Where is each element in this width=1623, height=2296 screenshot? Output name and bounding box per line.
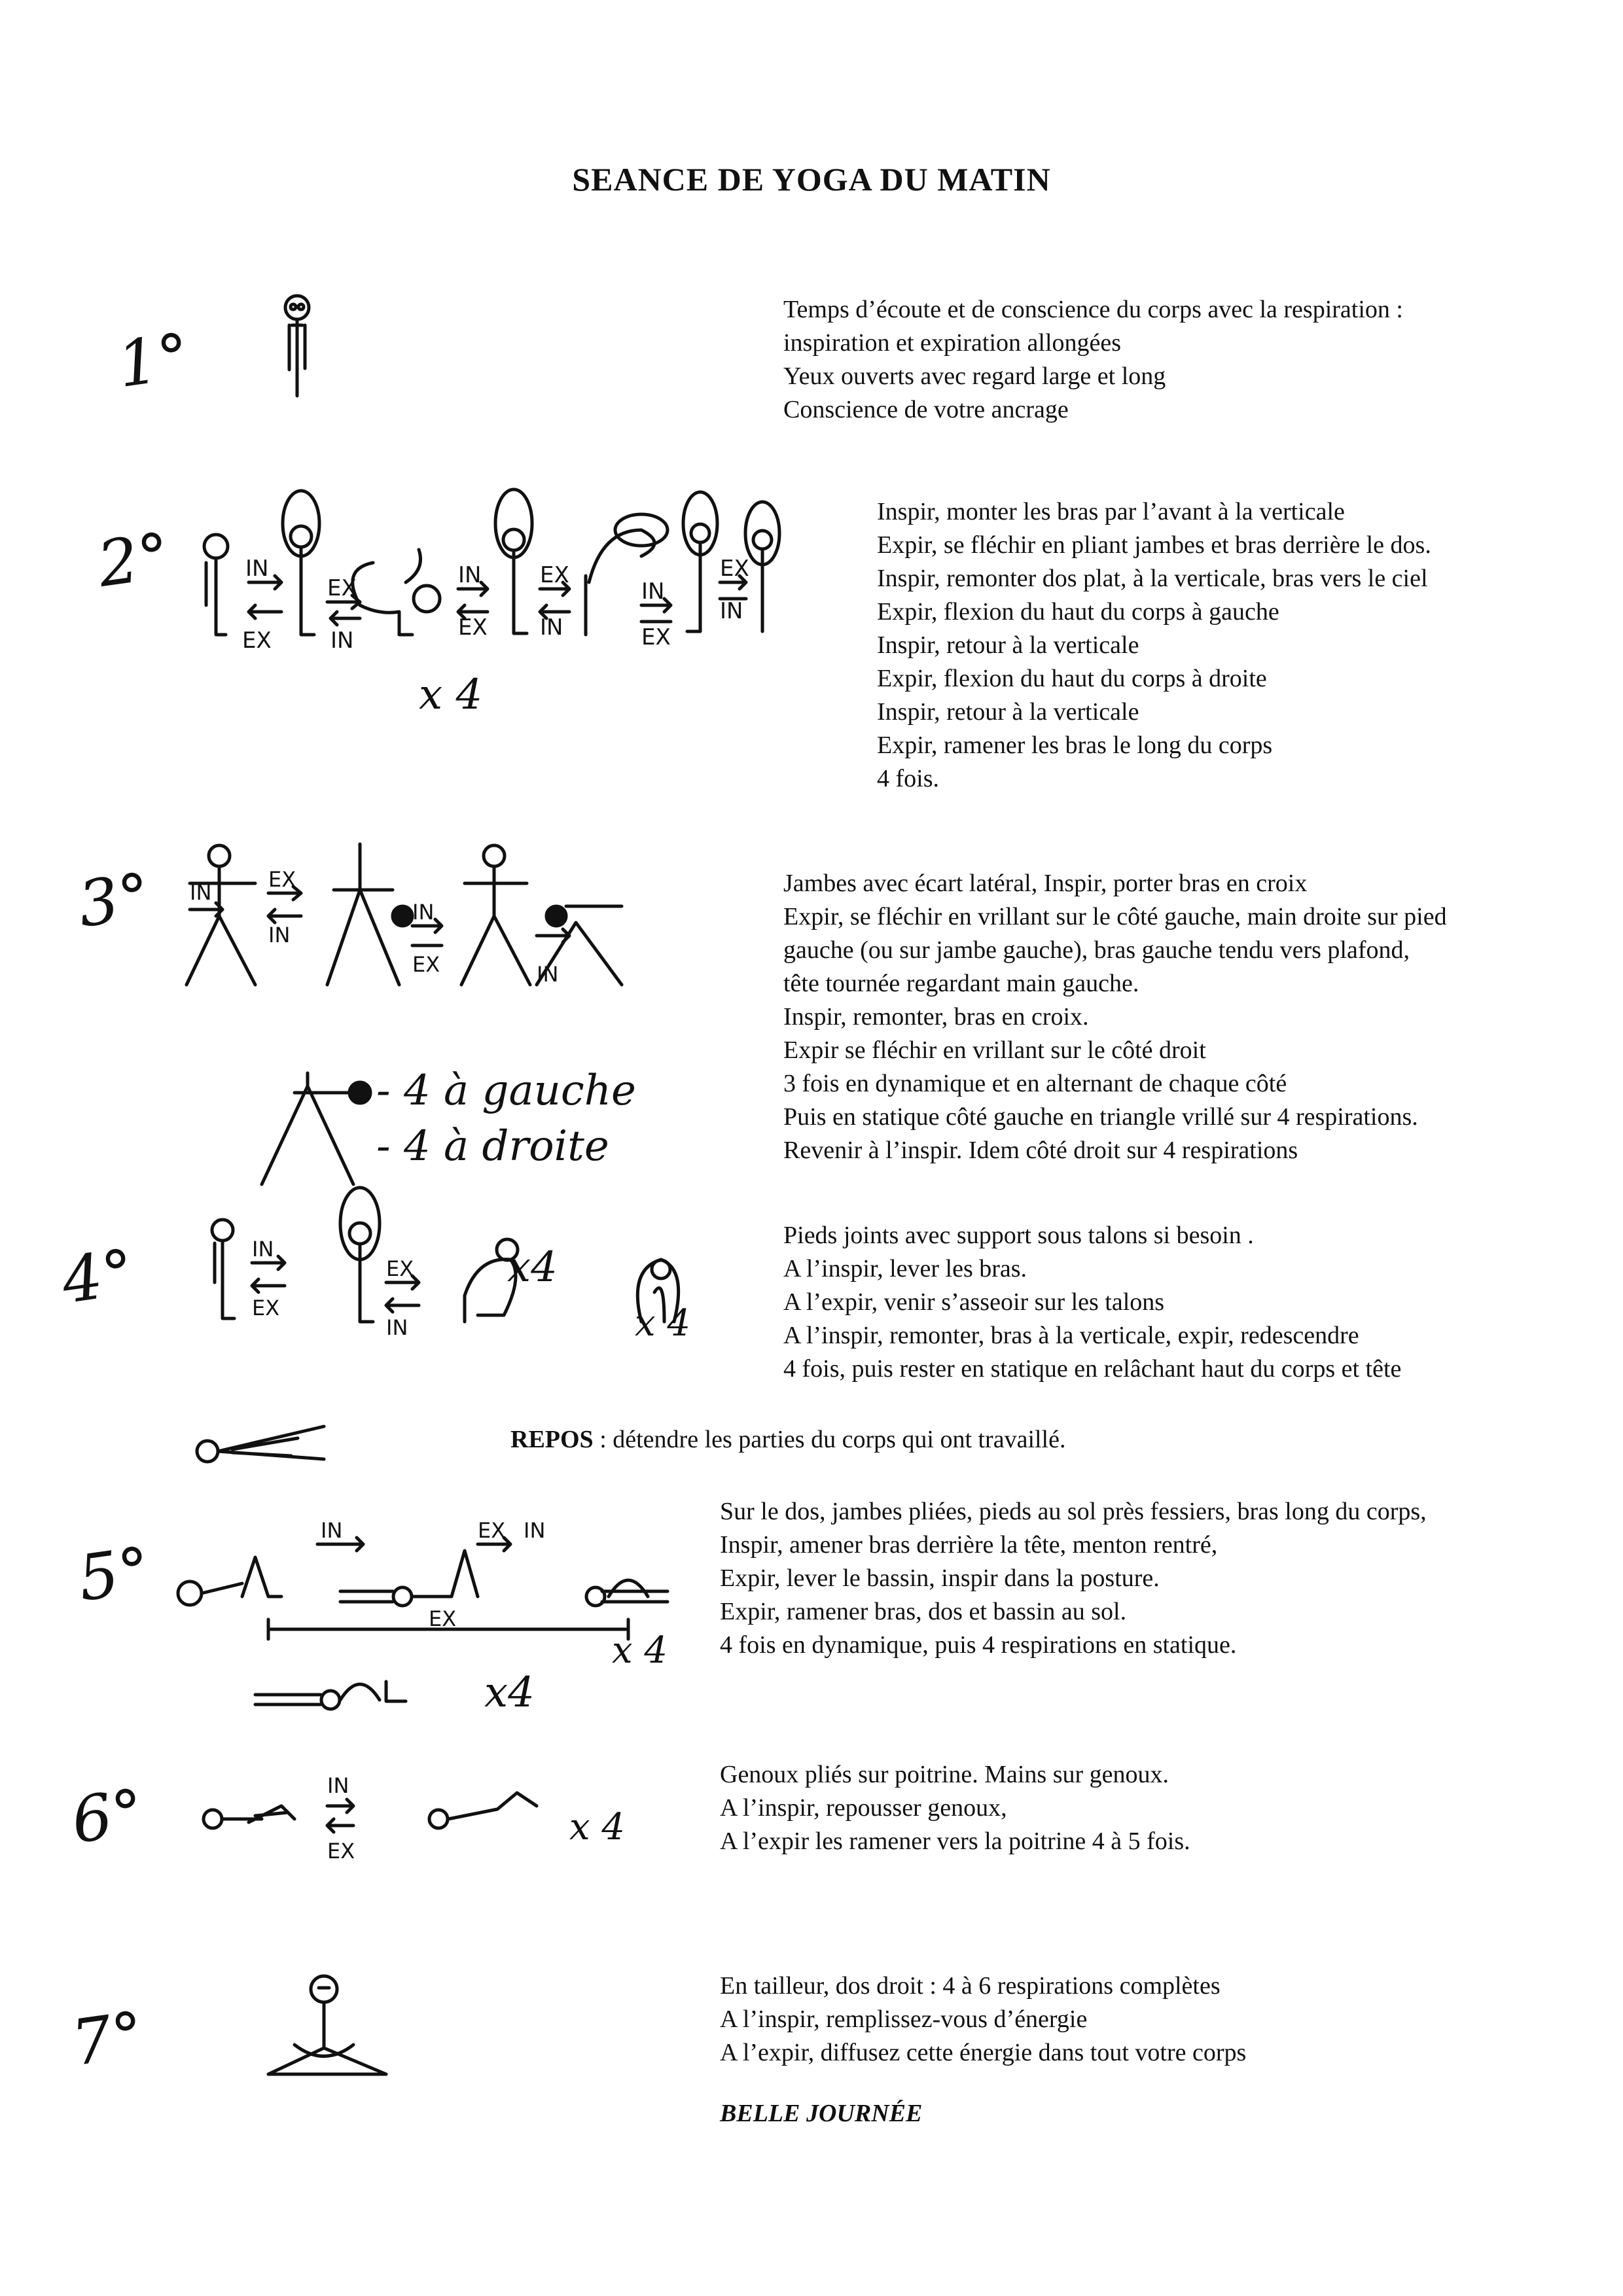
ex-label: EX: [268, 867, 296, 892]
rest-lying-figure: [193, 1420, 337, 1472]
step-3-line: tête tournée regardant main gauche.: [783, 970, 1139, 997]
step-6-text: [720, 1758, 1190, 1858]
step-1-number: 1°: [113, 319, 194, 402]
step-3-sequence-drawing: [170, 844, 681, 1014]
ex-label: EX: [478, 1518, 506, 1543]
in-label: IN: [330, 627, 354, 654]
step-4-repeat-b: x 4: [635, 1302, 691, 1345]
step-2-line: Expir, flexion du haut du corps à gauche: [877, 598, 1279, 626]
in-label: IN: [327, 1773, 349, 1798]
in-label: IN: [524, 1518, 546, 1543]
step-2-line: Inspir, monter les bras par l’avant à la verticale: [877, 498, 1345, 525]
step-3-line: gauche (ou sur jambe gauche), bras gauche tendu vers plafond,: [783, 936, 1410, 964]
step-3-line: Expir, se fléchir en vrillant sur le côté gauche, main droite sur pied: [783, 903, 1447, 930]
page-title: SEANCE DE YOGA DU MATIN: [572, 161, 1051, 198]
step-7-text: [720, 1969, 1246, 2070]
ex-label: EX: [242, 627, 272, 654]
in-label: IN: [386, 1315, 408, 1340]
ex-label: EX: [540, 562, 569, 588]
step-1-text: [783, 293, 1403, 427]
step-3-triangle-figure: [255, 1073, 373, 1191]
step-4-number: 4°: [57, 1235, 139, 1318]
step-5-repeat-b: x4: [484, 1669, 535, 1717]
step-3-line: Puis en statique côté gauche en triangle vrillé sur 4 respirations.: [783, 1103, 1418, 1131]
ex-label: EX: [641, 624, 671, 650]
step-4-line: A l’inspir, lever les bras.: [783, 1255, 1027, 1282]
step-3-line: Inspir, remonter, bras en croix.: [783, 1003, 1089, 1031]
closing-text: BELLE JOURNÉE: [720, 2100, 923, 2127]
in-label: IN: [412, 900, 435, 925]
step-2-line: Inspir, retour à la verticale: [877, 631, 1139, 659]
step-6-number: 6°: [67, 1775, 149, 1858]
step-1-standing-figure: [275, 291, 327, 402]
step-3-note-right: - 4 à droite: [376, 1122, 609, 1171]
step-5-sequence-drawing: [170, 1505, 668, 1714]
step-4-line: A l’expir, venir s’asseoir sur les talons: [783, 1288, 1165, 1316]
step-4-text: [783, 1219, 1401, 1386]
in-label: IN: [540, 614, 563, 641]
step-7-line: A l’inspir, remplissez-vous d’énergie: [720, 2005, 1088, 2033]
step-3-text: [783, 867, 1447, 1167]
step-5-line: Expir, lever le bassin, inspir dans la posture.: [720, 1564, 1160, 1592]
step-4-line: A l’inspir, remonter, bras à la verticale, expir, redescendre: [783, 1322, 1359, 1349]
step-2-line: Inspir, remonter dos plat, à la verticale, bras vers le ciel: [877, 565, 1428, 592]
ex-label: EX: [327, 575, 357, 601]
step-7-line: A l’expir, diffusez cette énergie dans tout votre corps: [720, 2039, 1247, 2066]
step-2-number: 2°: [93, 518, 175, 602]
step-4-line: 4 fois, puis rester en statique en relâchant haut du corps et tête: [783, 1355, 1402, 1383]
step-4-sequence-drawing: [203, 1197, 700, 1341]
step-1-line: Temps d’écoute et de conscience du corps avec la respiration :: [783, 296, 1403, 323]
step-3-note-left: - 4 à gauche: [376, 1067, 636, 1115]
ex-label: EX: [458, 614, 488, 641]
step-7-line: En tailleur, dos droit : 4 à 6 respirations complètes: [720, 1972, 1221, 2000]
step-1-line: inspiration et expiration allongées: [783, 329, 1122, 357]
in-label: IN: [268, 923, 291, 947]
step-2-line: Expir, se fléchir en pliant jambes et bras derrière le dos.: [877, 531, 1431, 559]
step-6-line: A l’inspir, repousser genoux,: [720, 1794, 1007, 1822]
ex-label: EX: [386, 1256, 414, 1281]
ex-label: EX: [327, 1839, 355, 1863]
step-2-line: Expir, ramener les bras le long du corps: [877, 732, 1273, 759]
ex-label: EX: [412, 952, 440, 977]
step-5-line: 4 fois en dynamique, puis 4 respirations en statique.: [720, 1631, 1237, 1659]
step-6-line: A l’expir les ramener vers la poitrine 4 à 5 fois.: [720, 1828, 1190, 1855]
step-3-line: Revenir à l’inspir. Idem côté droit sur 4 respirations: [783, 1137, 1298, 1164]
step-3-line: 3 fois en dynamique et en alternant de chaque côté: [783, 1070, 1287, 1097]
step-3-line: Jambes avec écart latéral, Inspir, porter bras en croix: [783, 870, 1308, 897]
step-4-line: Pieds joints avec support sous talons si besoin .: [783, 1222, 1254, 1249]
step-2-line: 4 fois.: [877, 765, 939, 792]
step-5-repeat-a: x 4: [612, 1629, 668, 1672]
step-2-line: Inspir, retour à la verticale: [877, 698, 1139, 726]
step-5-line: Inspir, amener bras derrière la tête, menton rentré,: [720, 1531, 1218, 1559]
step-6-repeat: x 4: [569, 1806, 626, 1848]
ex-label: EX: [429, 1606, 457, 1631]
in-label: IN: [245, 556, 269, 582]
ex-label: EX: [252, 1296, 280, 1320]
step-6-sequence-drawing: [196, 1754, 563, 1871]
rest-text: : détendre les parties du corps qui ont travaillé.: [593, 1426, 1066, 1453]
step-1-line: Conscience de votre ancrage: [783, 396, 1069, 423]
step-2-line: Expir, flexion du haut du corps à droite: [877, 665, 1267, 692]
step-2-sequence-drawing: [183, 484, 798, 667]
in-label: IN: [641, 578, 665, 605]
in-label: IN: [458, 562, 482, 588]
ex-label: EX: [720, 556, 749, 582]
step-5-text: [720, 1495, 1427, 1662]
step-6-line: Genoux pliés sur poitrine. Mains sur genoux.: [720, 1761, 1169, 1788]
step-5-number: 5°: [73, 1532, 155, 1616]
in-label: IN: [537, 962, 559, 987]
step-7-seated-figure: [255, 1969, 406, 2081]
step-1-line: Yeux ouverts avec regard large et long: [783, 362, 1166, 390]
in-label: IN: [720, 598, 743, 624]
rest-label: REPOS: [510, 1426, 594, 1453]
step-3-number: 3°: [73, 858, 155, 942]
rest-line: [510, 1425, 1065, 1454]
in-label: IN: [190, 880, 212, 905]
step-2-text: [877, 495, 1431, 796]
in-label: IN: [252, 1237, 274, 1262]
in-label: IN: [321, 1518, 343, 1543]
step-5-line: Expir, ramener bras, dos et bassin au sol.: [720, 1598, 1127, 1625]
step-4-repeat-a: x4: [507, 1243, 558, 1292]
step-2-repeat: x 4: [419, 671, 483, 719]
step-3-line: Expir se fléchir en vrillant sur le côté droit: [783, 1036, 1206, 1064]
step-5-line: Sur le dos, jambes pliées, pieds au sol près fessiers, bras long du corps,: [720, 1498, 1427, 1525]
step-7-number: 7°: [67, 1997, 149, 2081]
